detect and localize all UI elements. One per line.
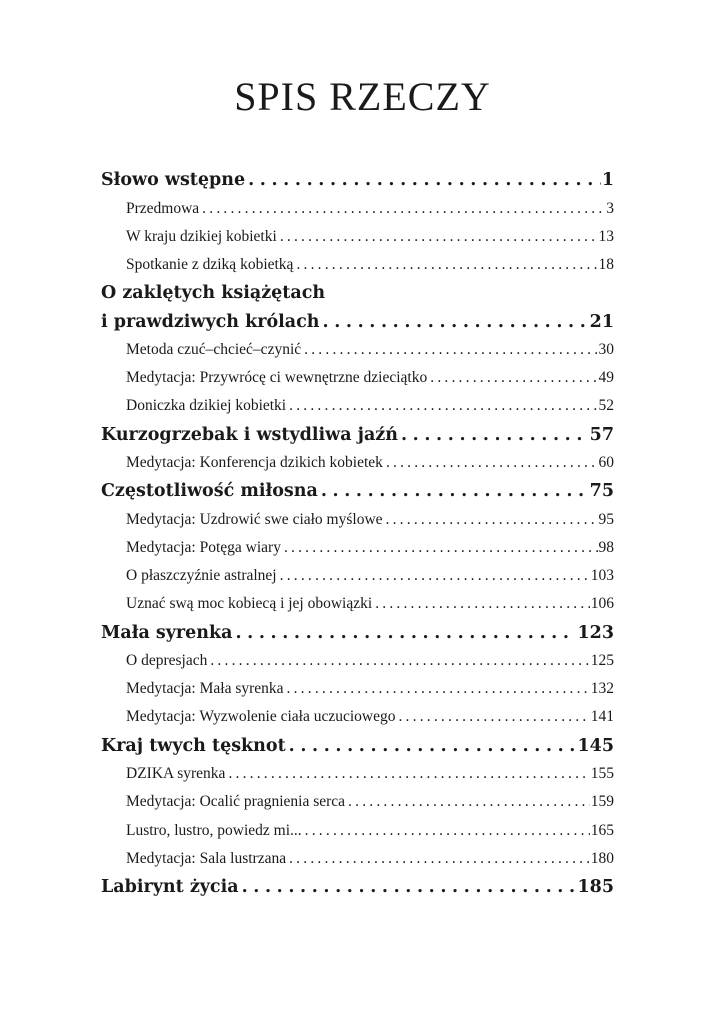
toc-chapter[interactable] <box>101 279 614 308</box>
dot-leader <box>323 308 589 337</box>
toc-subentry[interactable] <box>101 392 614 420</box>
dot-leader <box>280 562 590 590</box>
toc-subentry[interactable] <box>101 675 614 703</box>
toc-page-number: 132 <box>590 680 614 698</box>
toc-page-number: 103 <box>590 567 614 585</box>
toc-entry-title: Labirynt życia <box>101 876 239 897</box>
toc-subentry[interactable] <box>101 562 614 590</box>
dot-leader <box>242 873 577 902</box>
dot-leader <box>430 364 597 392</box>
toc-page-number: 125 <box>590 652 614 670</box>
toc-subentry[interactable] <box>101 195 614 223</box>
toc-subentry[interactable] <box>101 506 614 534</box>
toc-entry-title: Medytacja: Wyzwolenie ciała uczuciowego <box>126 708 396 726</box>
toc-entry-title: W kraju dzikiej kobietki <box>126 227 277 245</box>
toc-entry-title: Mała syrenka <box>101 622 233 643</box>
dot-leader <box>305 817 590 845</box>
toc-page-number: 30 <box>598 341 614 359</box>
dot-leader <box>289 732 577 761</box>
toc-chapter[interactable] <box>101 477 614 506</box>
toc-page-number: 165 <box>590 821 614 839</box>
dot-leader <box>280 223 598 251</box>
dot-leader <box>284 534 598 562</box>
toc-chapter[interactable] <box>101 732 614 761</box>
dot-leader <box>210 647 589 675</box>
table-of-contents <box>101 166 614 901</box>
toc-entry-title: Medytacja: Ocalić pragnienia serca <box>126 793 346 811</box>
toc-chapter[interactable] <box>101 166 614 195</box>
toc-page-number: 57 <box>589 424 614 445</box>
toc-entry-title: Słowo wstępne <box>101 170 246 190</box>
toc-page-number: 21 <box>589 311 614 332</box>
toc-subentry[interactable] <box>101 817 614 845</box>
toc-subentry[interactable] <box>101 647 614 675</box>
dot-leader <box>289 392 597 420</box>
toc-page-number: 98 <box>598 539 614 556</box>
toc-subentry[interactable] <box>101 223 614 251</box>
toc-entry-title: Uznać swą moc kobiecą i jej obowiązki <box>126 595 373 613</box>
dot-leader <box>202 195 605 223</box>
toc-page-number: 75 <box>589 481 614 502</box>
dot-leader <box>321 477 589 506</box>
dot-leader <box>296 251 597 279</box>
toc-entry-title: Kurzogrzebak i wstydliwa jaźń <box>101 424 398 445</box>
toc-entry-title: Medytacja: Sala lustrzana <box>126 849 287 867</box>
toc-page-number: 3 <box>606 199 614 217</box>
toc-subentry[interactable] <box>101 336 614 364</box>
toc-entry-title: i prawdziwych królach <box>101 311 320 332</box>
toc-page-number: 13 <box>598 227 614 245</box>
toc-entry-title: Przedmowa <box>126 199 200 217</box>
toc-page-number: 145 <box>577 735 614 756</box>
dot-leader <box>248 166 601 195</box>
toc-subentry[interactable] <box>101 760 614 788</box>
toc-entry-title: DZIKA syrenka <box>126 765 226 783</box>
toc-page-number: 123 <box>577 622 614 643</box>
toc-entry-title: Doniczka dzikiej kobietki <box>126 397 287 415</box>
toc-entry-title: Medytacja: Mała syrenka <box>126 680 284 698</box>
dot-leader <box>398 703 589 731</box>
toc-page-number: 141 <box>590 708 614 726</box>
toc-page-number: 1 <box>601 170 614 190</box>
toc-subentry[interactable] <box>101 251 614 279</box>
toc-page-number: 18 <box>598 255 614 273</box>
toc-entry-title: Spotkanie z dziką kobietką <box>126 255 294 273</box>
toc-entry-title: Medytacja: Przywrócę ci wewnętrzne dzieciątko <box>126 369 428 387</box>
toc-chapter[interactable] <box>101 873 614 902</box>
toc-page-number: 60 <box>598 454 614 472</box>
toc-entry-title: Medytacja: Potęga wiary <box>126 539 281 556</box>
toc-subentry[interactable] <box>101 449 614 477</box>
toc-chapter[interactable] <box>101 619 614 648</box>
toc-subentry[interactable] <box>101 788 614 816</box>
toc-page-number: 155 <box>590 765 614 783</box>
toc-entry-title: Metoda czuć–chcieć–czynić <box>126 341 302 359</box>
dot-leader <box>375 590 590 618</box>
page-title: SPIS RZECZY <box>234 74 491 119</box>
toc-page-number: 185 <box>577 876 614 897</box>
toc-chapter[interactable] <box>101 421 614 450</box>
toc-page-number: 49 <box>598 369 614 387</box>
toc-subentry[interactable] <box>101 703 614 731</box>
toc-entry-title: Medytacja: Konferencja dzikich kobietek <box>126 454 383 472</box>
toc-entry-title: Kraj twych tęsknot <box>101 735 286 756</box>
dot-leader <box>228 760 589 788</box>
dot-leader <box>401 421 589 450</box>
dot-leader <box>235 619 576 648</box>
toc-subentry[interactable] <box>101 845 614 873</box>
toc-page-number: 159 <box>590 793 614 811</box>
toc-entry-title: O płaszczyźnie astralnej <box>126 567 277 585</box>
toc-entry-title: Częstotliwość miłosna <box>101 481 318 502</box>
toc-page-number: 95 <box>598 510 614 528</box>
dot-leader <box>386 449 598 477</box>
toc-entry-title: O depresjach <box>126 652 208 670</box>
dot-leader <box>348 788 590 816</box>
toc-subentry[interactable] <box>101 534 614 562</box>
toc-entry-title: O zaklętych książętach <box>101 283 326 304</box>
toc-subentry[interactable] <box>101 590 614 618</box>
toc-page-number: 106 <box>590 595 614 613</box>
toc-chapter[interactable] <box>101 308 614 337</box>
dot-leader <box>386 506 598 534</box>
toc-entry-title: Medytacja: Uzdrowić swe ciało myślowe <box>126 510 383 528</box>
toc-subentry[interactable] <box>101 364 614 392</box>
dot-leader <box>304 336 597 364</box>
dot-leader <box>289 845 590 873</box>
toc-entry-title: Lustro, lustro, powiedz mi... <box>126 821 302 839</box>
toc-page-number: 180 <box>590 849 614 867</box>
dot-leader <box>287 675 590 703</box>
toc-page-number: 52 <box>598 397 614 415</box>
